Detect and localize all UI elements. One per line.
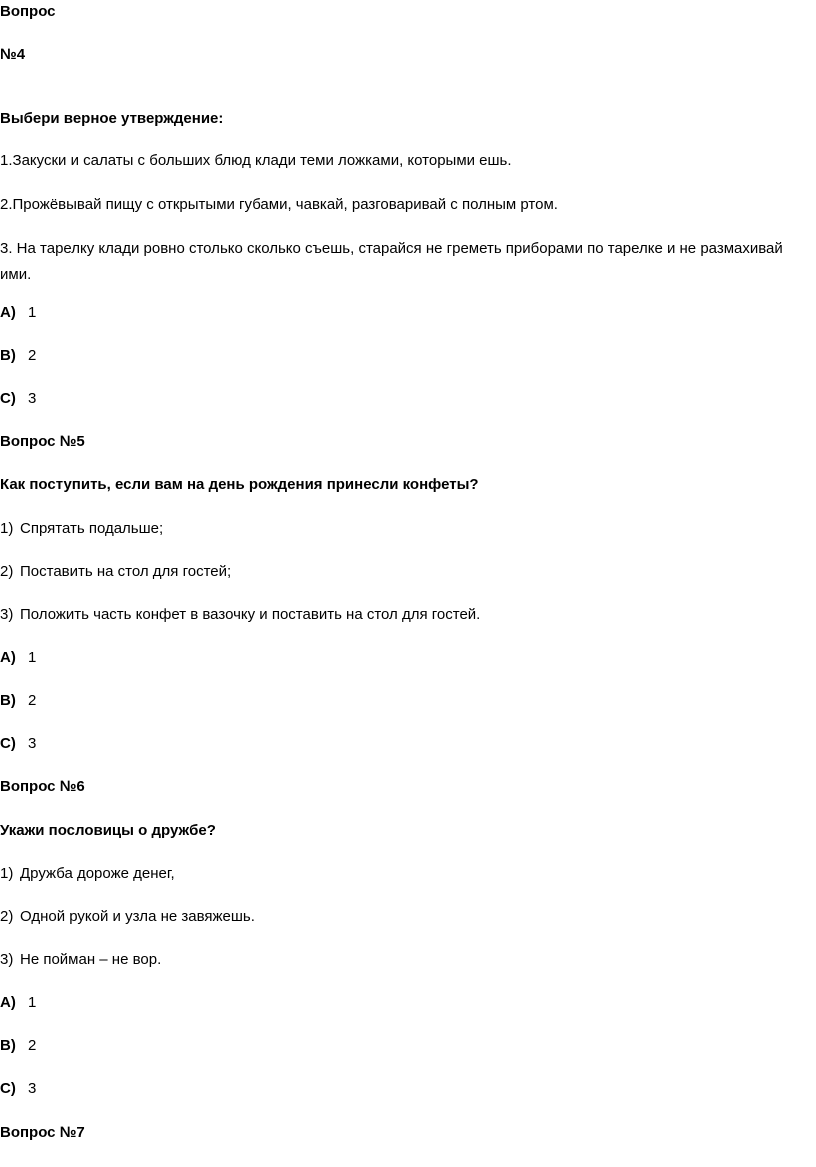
item-text: Поставить на стол для гостей; xyxy=(20,563,232,580)
q6-item xyxy=(0,865,175,883)
answer-letter: C) xyxy=(0,390,16,407)
answer-letter: A) xyxy=(0,649,16,666)
answer-value: 2 xyxy=(28,347,37,364)
answer-letter: B) xyxy=(0,347,16,364)
answer-value: 3 xyxy=(28,735,37,752)
answer-letter: B) xyxy=(0,692,16,709)
item-number: 2) xyxy=(0,908,14,925)
q4-statement: 1.Закуски и салаты с больших блюд клади теми ложками, которыми ешь. xyxy=(0,152,512,169)
q5-answer-a xyxy=(0,649,36,667)
q5-item xyxy=(0,606,480,624)
q5-prompt: Как поступить, если вам на день рождения принесли конфеты? xyxy=(0,476,479,493)
q4-statement: 3. На тарелку клади ровно столько сколько съешь, старайся не греметь приборами по тарелке и не размахивай ими. xyxy=(0,240,783,283)
q6-answer-a xyxy=(0,994,36,1012)
q5-item xyxy=(0,520,163,538)
answer-value: 3 xyxy=(28,390,37,407)
item-number: 1) xyxy=(0,865,14,882)
q4-statement: 2.Прожёвывай пищу с открытыми губами, чавкай, разговаривай с полным ртом. xyxy=(0,196,558,213)
q5-answer-b xyxy=(0,692,36,710)
answer-value: 2 xyxy=(28,692,37,709)
answer-value: 2 xyxy=(28,1037,37,1054)
q4-answer-a xyxy=(0,304,36,322)
q5-item xyxy=(0,563,231,581)
q4-answer-c xyxy=(0,390,36,408)
q4-prompt: Выбери верное утверждение: xyxy=(0,110,224,127)
item-text: Положить часть конфет в вазочку и поставить на стол для гостей. xyxy=(20,606,481,623)
q6-item xyxy=(0,908,255,926)
item-number: 2) xyxy=(0,563,14,580)
item-text: Одной рукой и узла не завяжешь. xyxy=(20,908,255,925)
q5-answer-c xyxy=(0,735,36,753)
q5-heading: Вопрос №5 xyxy=(0,433,85,450)
answer-letter: A) xyxy=(0,304,16,321)
q6-heading: Вопрос №6 xyxy=(0,778,85,795)
answer-letter: B) xyxy=(0,1037,16,1054)
item-text: Дружба дороже денег, xyxy=(20,865,175,882)
answer-letter: C) xyxy=(0,1080,16,1097)
answer-value: 1 xyxy=(28,649,37,666)
item-text: Не пойман – не вор. xyxy=(20,951,162,968)
answer-letter: A) xyxy=(0,994,16,1011)
answer-value: 3 xyxy=(28,1080,37,1097)
q6-answer-b xyxy=(0,1037,36,1055)
item-number: 3) xyxy=(0,606,14,623)
q4-heading-number: №4 xyxy=(0,46,26,63)
q4-answer-b xyxy=(0,347,36,365)
q7-heading: Вопрос №7 xyxy=(0,1124,85,1141)
q6-item xyxy=(0,951,161,969)
q6-prompt: Укажи пословицы о дружбе? xyxy=(0,822,216,839)
item-number: 3) xyxy=(0,951,14,968)
q4-heading-word: Вопрос xyxy=(0,3,56,20)
item-number: 1) xyxy=(0,520,14,537)
answer-value: 1 xyxy=(28,994,37,1011)
answer-letter: C) xyxy=(0,735,16,752)
q6-answer-c xyxy=(0,1080,36,1098)
answer-value: 1 xyxy=(28,304,37,321)
item-text: Спрятать подальше; xyxy=(20,520,164,537)
